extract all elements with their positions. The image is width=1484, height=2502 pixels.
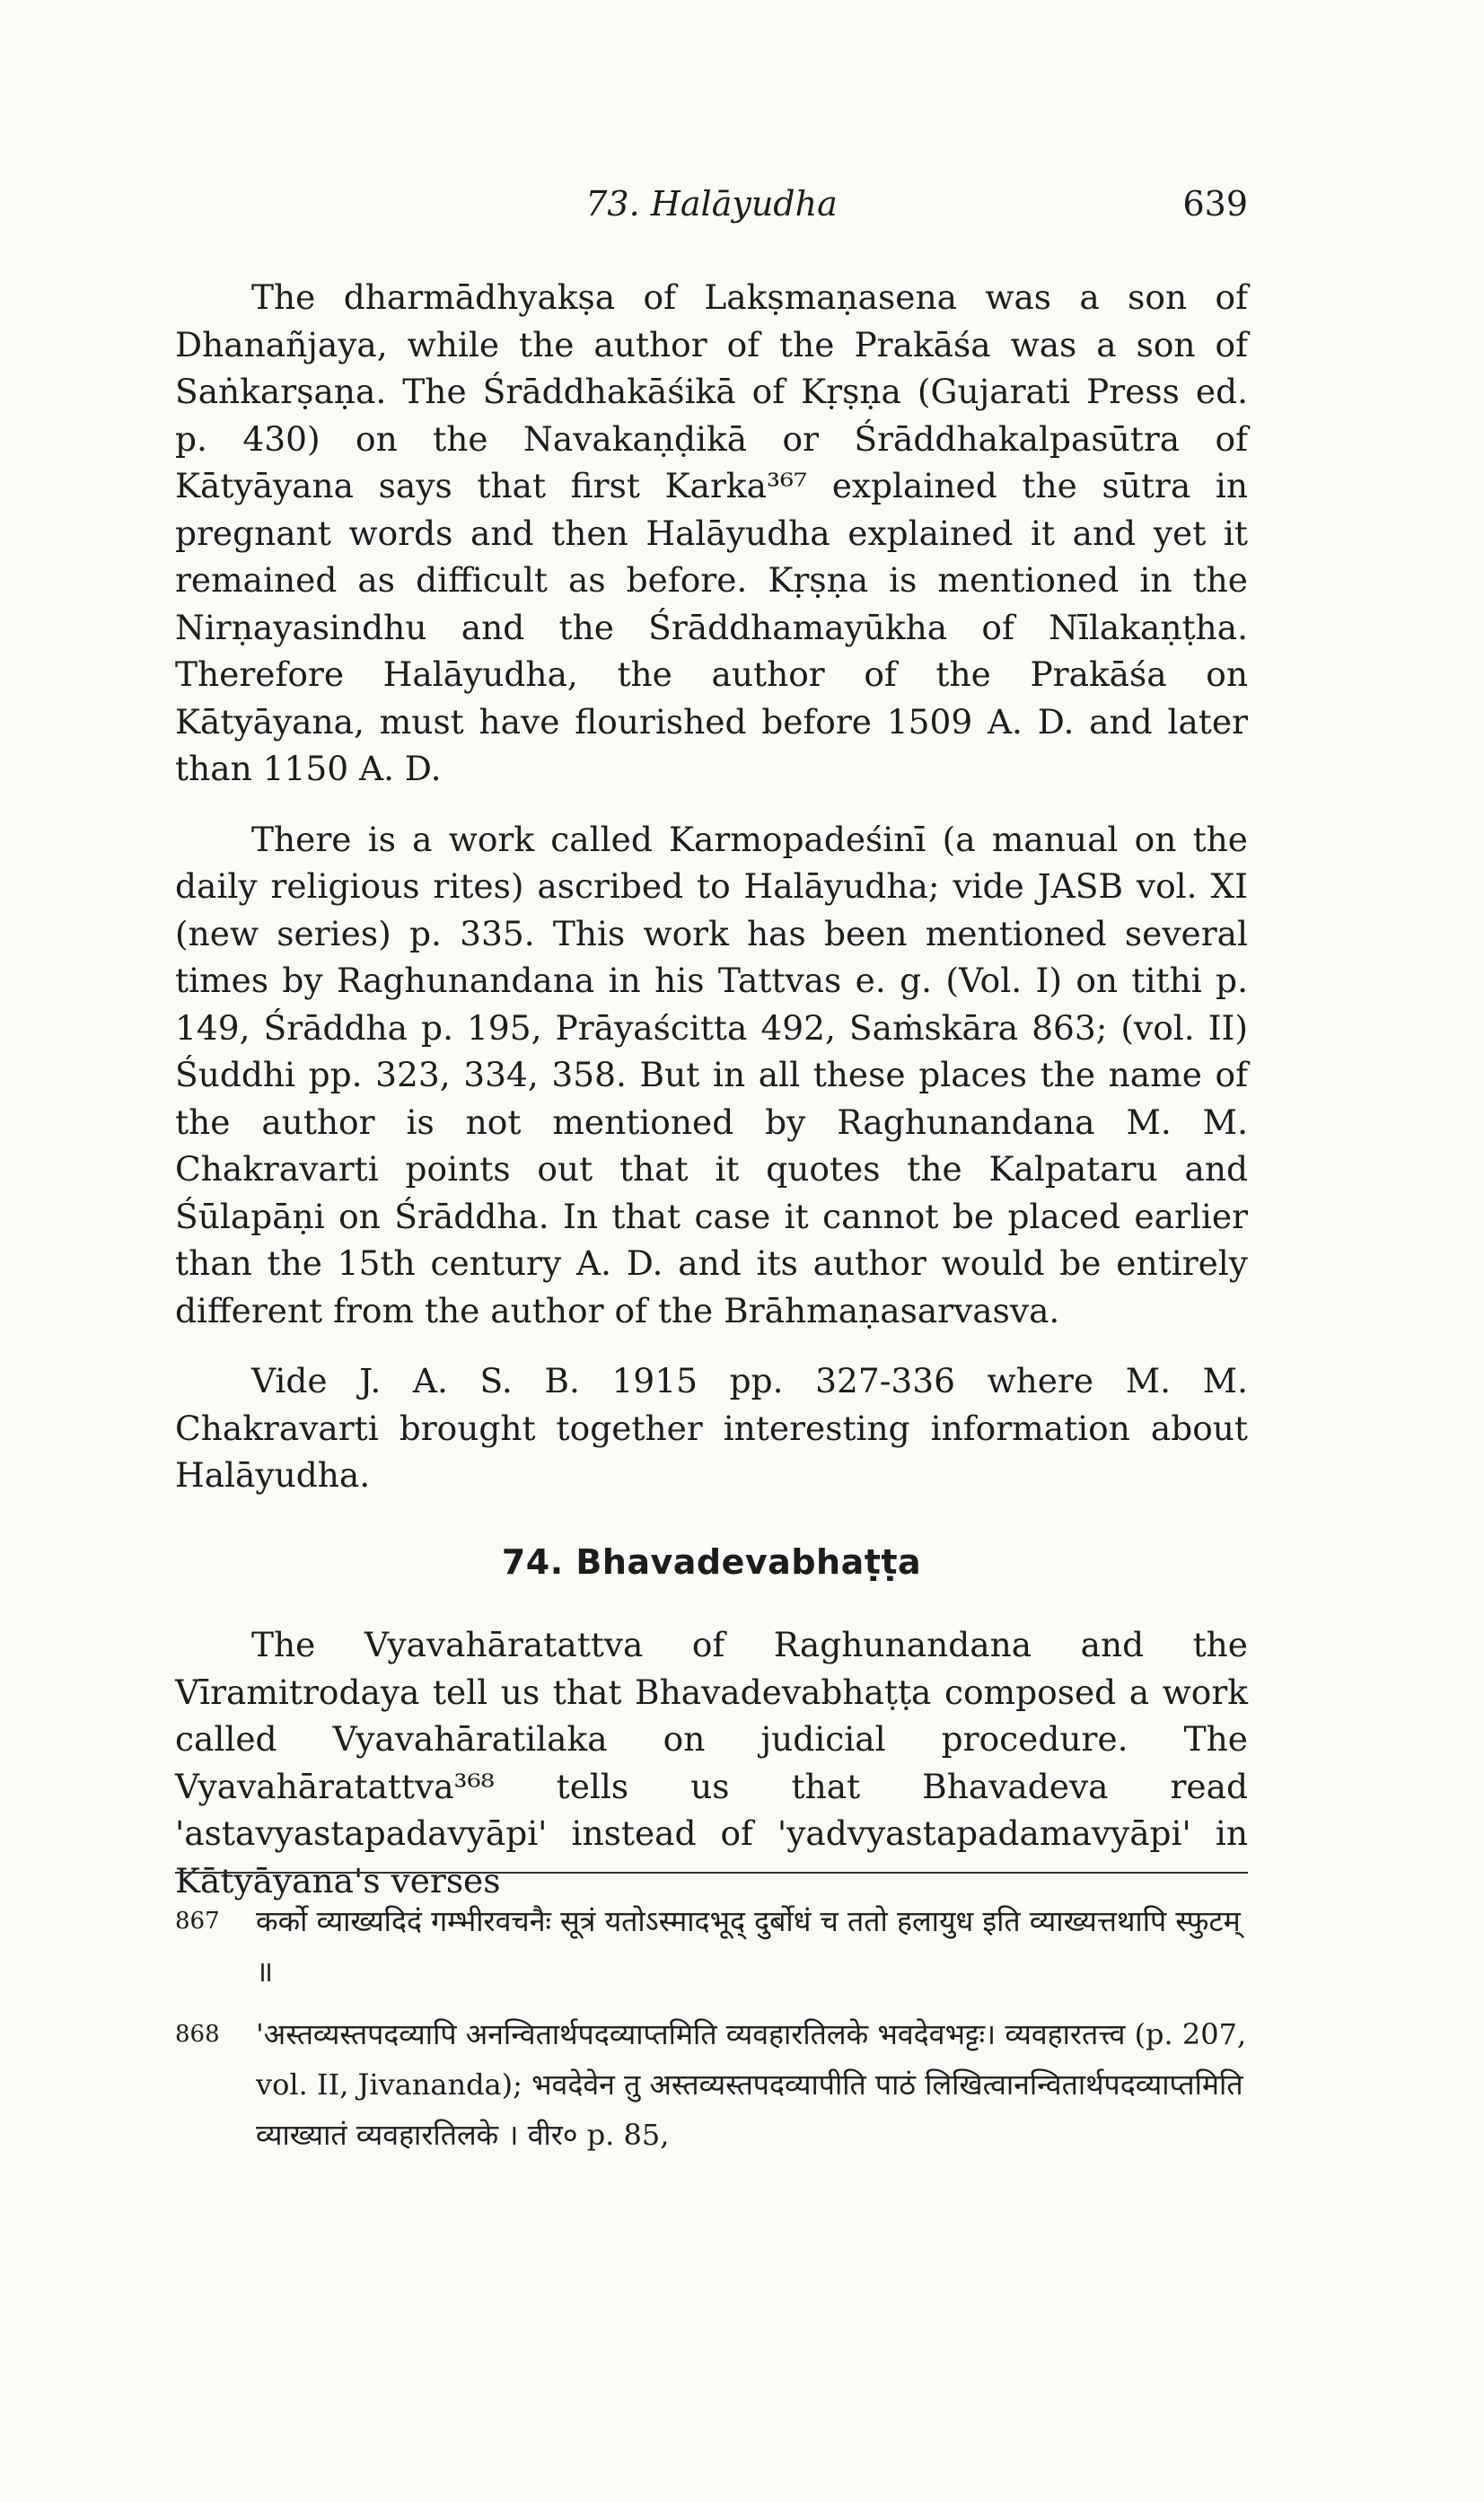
footnote [175,2009,1248,2160]
footnote-number: 868 [175,2021,220,2048]
footnote-divider [175,1872,1248,1874]
footnotes [175,1896,1248,2173]
paragraph: The Vyavahāratattva of Raghunandana and the Vīramitrodaya tell us that Bhavadevabhaṭṭa composed a work called Vyavahāratilaka on judicial procedure. The Vyavahāratattva³⁶⁸ tells us that Bhavadeva read 'astavyastapadavyāpi' instead of 'yadvyastapadamavyāpi' in Kātyāyana's verses [175,1625,1248,1901]
page-header [175,184,1248,238]
footnote-text: कर्को व्याख्यदिदं गम्भीरवचनैः सूत्रं यतोऽस्मादभूद् दुर्बोधं च ततो हलायुध इति व्याख्यत्तथापि स्फुटम् ॥ [256,1904,1241,1988]
paragraph: There is a work called Karmopadeśinī (a manual on the daily religious rites) ascribed to Halāyudha; vide JASB vol. XI (new series) p. 335. This work has been mentioned several times by Raghunandana in his Tattvas e. g. (Vol. I) on tithi p. 149, Śrāddha p. 195, Prāyaścitta 492, Saṁskāra 863; (vol. II) Śuddhi pp. 323, 334, 358. But in all these places the name of the author is not mentioned by Raghunandana M. M. Chakravarti points out that it quotes the Kalpataru and Śūlapāṇi on Śrāddha. In that case it cannot be placed earlier than the 15th century A. D. and its author would be entirely different from the author of the Brāhmaṇasarvasva. [175,819,1248,1330]
paragraph: The dharmādhyakṣa of Lakṣmaṇasena was a son of Dhanañjaya, while the author of the Prakāśa was a son of Saṅkarṣaṇa. The Śrāddhakāśikā of Kṛṣṇa (Gujarati Press ed. p. 430) on the Navakaṇḍikā or Śrāddhakalpasūtra of Kātyāyana says that first Karka³⁶⁷ explained the sūtra in pregnant words and then Halāyudha explained it and yet it remained as difficult as before. Kṛṣṇa is mentioned in the Nirṇayasindhu and the Śrāddhamayūkha of Nīlakaṇṭha. Therefore Halāyudha, the author of the Prakāśa on Kātyāyana, must have flourished before 1509 A. D. and later than 1150 A. D. [175,277,1248,788]
paragraph: Vide J. A. S. B. 1915 pp. 327-336 where M. M. Chakravarti brought together interesting information about Halāyudha. [175,1361,1248,1495]
footnote [175,1896,1248,1997]
page-number: 639 [1182,184,1248,224]
footnote-number: 867 [175,1908,220,1935]
running-title: 73. Halāyudha [585,184,838,224]
body-text [175,274,1248,1927]
footnote-text: 'अस्तव्यस्तपदव्यापि अनन्वितार्थपदव्याप्तमिति व्यवहारतिलके भवदेवभट्टः। व्यवहारतत्त्व (p. 207, vol. II, Jivananda); भवदेवेन तु अस्तव्यस्तपदव्यापीति पाठं लिखित्वानन्वितार्थपदव्याप्तमिति व्याख्यातं व्यवहारतिलके । वीर० p. 85, [256,2017,1247,2152]
section-heading: 74. Bhavadevabhaṭṭa [501,1541,922,1582]
